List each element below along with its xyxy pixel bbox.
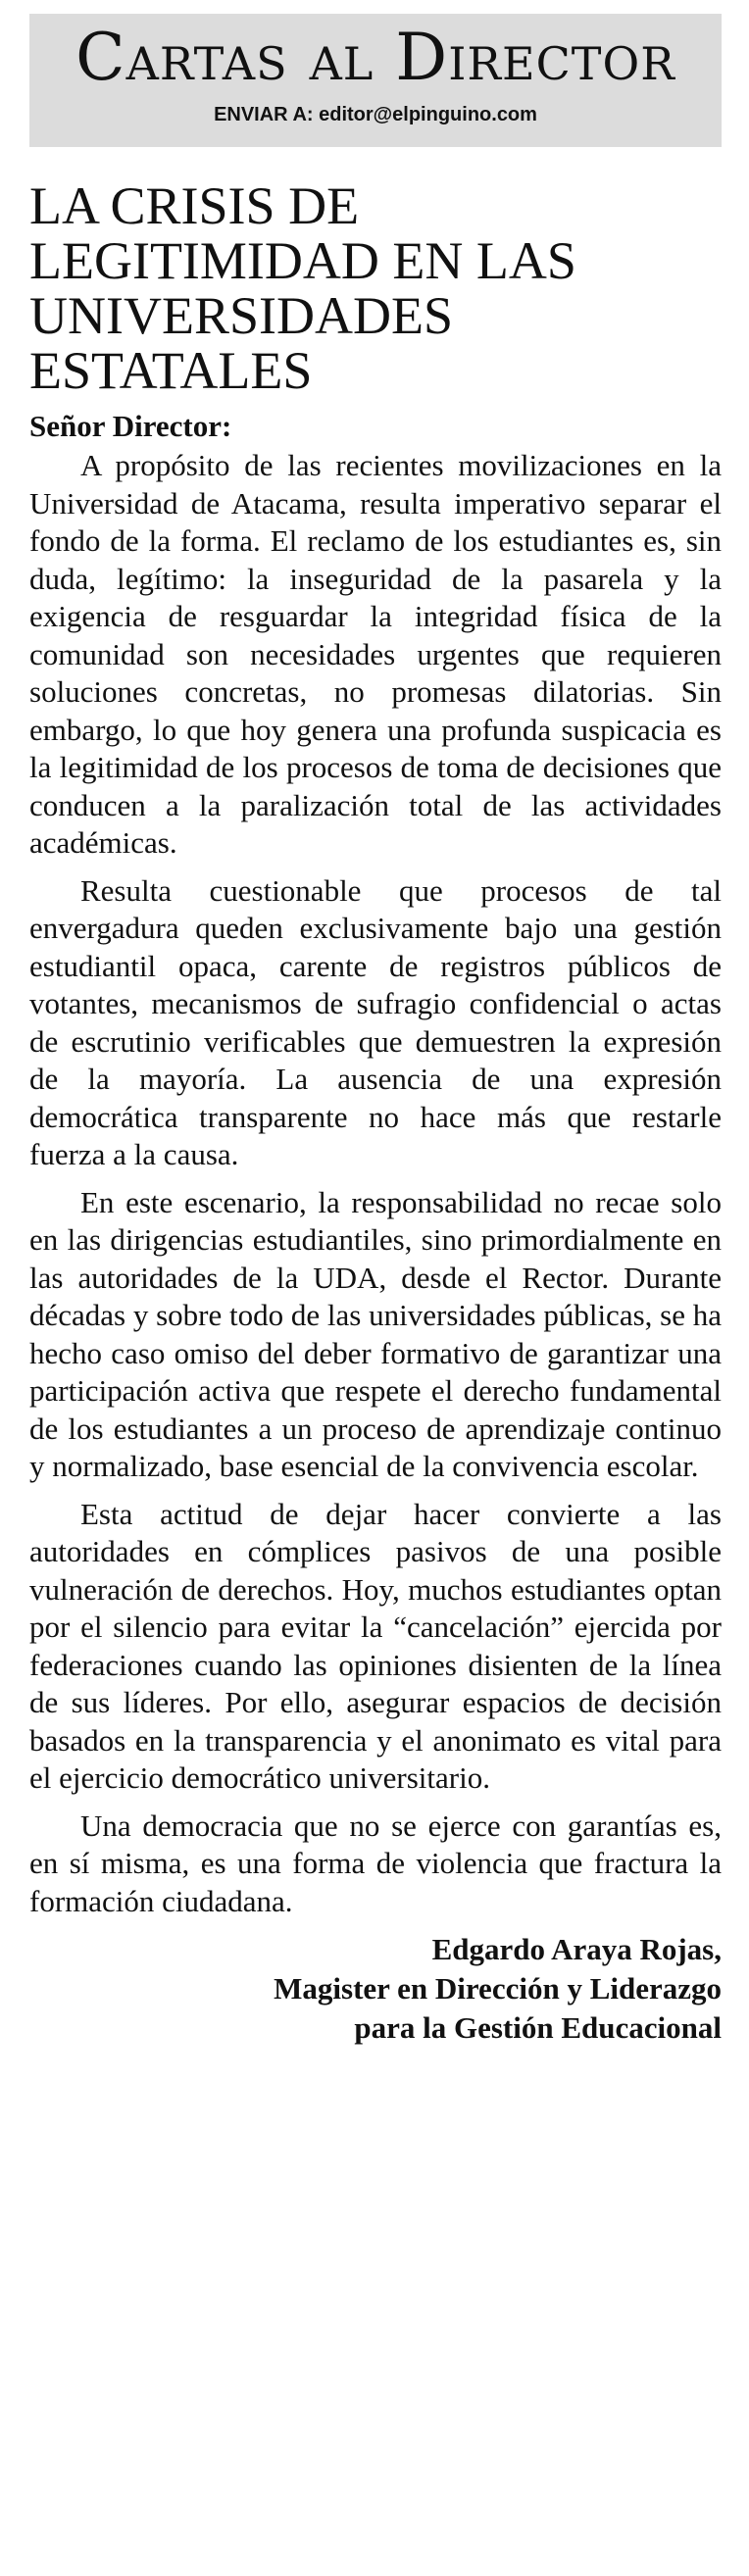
letter-headline: LA CRISIS DE LEGITIMIDAD EN LAS UNIVERSIDADES ESTATALES xyxy=(29,176,576,400)
author-title-line-2: para la Gestión Educacional xyxy=(354,2010,722,2045)
letter-body xyxy=(29,447,722,1920)
section-title: Cartas al Director xyxy=(75,20,675,95)
author-title-line-1: Magister en Dirección y Liderazgo xyxy=(274,1971,722,2006)
send-to-email: ENVIAR A: editor@elpinguino.com xyxy=(214,104,537,125)
salutation: Señor Director: xyxy=(29,409,232,443)
section-header xyxy=(29,14,722,147)
body-paragraph-3: En este escenario, la responsabilidad no recae solo en las dirigencias estudiantiles, sino primordialmente en las autoridades de la UDA, desde el Rector. Durante décadas y sobre todo de las universidades públicas, se ha hecho caso omiso del deber formativo de garantizar una participación activa que respete el derecho fundamental de los estudiantes a un proceso de aprendizaje continuo y normalizado, base esencial de la convivencia escolar. xyxy=(29,1184,722,1483)
body-paragraph-2: Resulta cuestionable que procesos de tal envergadura queden exclusivamente bajo una gestión estudiantil opaca, carente de registros públicos de votantes, mecanismos de sufragio confidencial o actas de escrutinio verificables que demuestren la expresión de la mayoría. La ausencia de una expresión democrática transparente no hace más que restarle fuerza a la causa. xyxy=(29,872,722,1171)
signature-block xyxy=(29,1930,722,2048)
body-paragraph-4: Esta actitud de dejar hacer convierte a las autoridades en cómplices pasivos de una posible vulneración de derechos. Hoy, muchos estudiantes optan por el silencio para evitar la “cancelación” ejercida por federaciones cuando las opiniones disienten de la línea de sus líderes. Por ello, asegurar espacios de decisión basados en la transparencia y el anonimato es vital para el ejercicio democrático universitario. xyxy=(29,1496,722,1795)
body-paragraph-1: A propósito de las recientes movilizaciones en la Universidad de Atacama, resulta imperativo separar el fondo de la forma. El reclamo de los estudiantes es, sin duda, legítimo: la inseguridad de la pasarela y la exigencia de resguardar la integridad física de la comunidad son necesidades urgentes que requieren soluciones concretas, no promesas dilatorias. Sin embargo, lo que hoy genera una profunda suspicacia es la legitimidad de los procesos de toma de decisiones que conducen a la paralización total de las actividades académicas. xyxy=(29,448,722,860)
author-name: Edgardo Araya Rojas, xyxy=(431,1932,722,1966)
body-paragraph-5: Una democracia que no se ejerce con garantías es, en sí misma, es una forma de violencia que fractura la formación ciudadana. xyxy=(29,1808,722,1918)
letters-page xyxy=(29,14,722,2048)
